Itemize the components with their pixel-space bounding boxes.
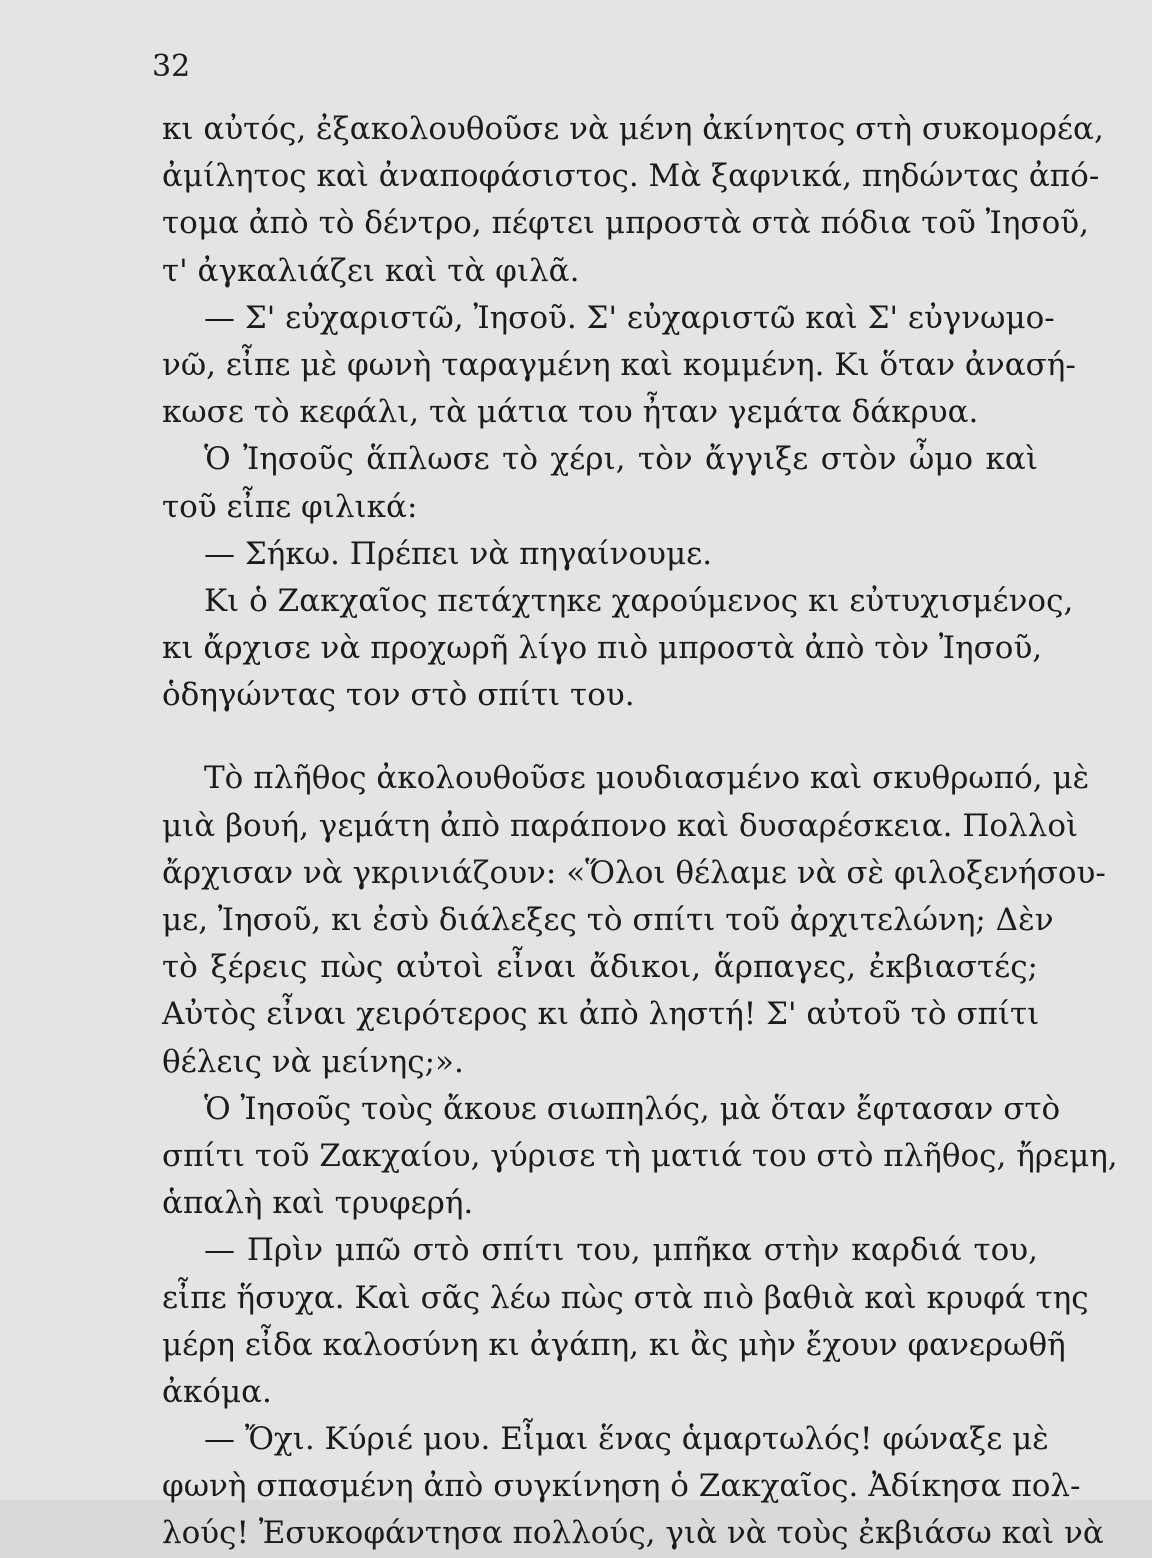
text-line: φωνὴ σπασμένη ἀπὸ συγκίνηση ὁ Ζακχαῖος. Ἀδίκησα πολ- — [162, 1468, 1081, 1505]
text-line: θέλεις νὰ μείνης;». — [162, 1043, 464, 1080]
text-line: κωσε τὸ κεφάλι, τὰ μάτια του ἦταν γεμάτα δάκρυα. — [162, 394, 979, 431]
text-line: Ὁ Ἰησοῦς τοὺς ἄκουε σιωπηλός, μὰ ὅταν ἔφτασαν στὸ — [204, 1090, 1061, 1127]
text-line: κι αὐτός, ἐξακολουθοῦσε νὰ μένη ἀκίνητος στὴ συκομορέα, — [162, 111, 1104, 147]
text-line: ὁδηγώντας τον στὸ σπίτι του. — [162, 677, 635, 714]
text-line: Αὐτὸς εἶναι χειρότερος κι ἀπὸ ληστή! Σ' αὐτοῦ τὸ σπίτι — [162, 996, 1040, 1033]
text-line: σπίτι τοῦ Ζακχαίου, γύρισε τὴ ματιά του στὸ πλῆθος, ἤρεμη, — [162, 1137, 1118, 1174]
text-line: Κι ὁ Ζακχαῖος πετάχτηκε χαρούμενος κι εὐτυχισμένος, — [204, 582, 1074, 619]
page-number: 32 — [152, 49, 191, 84]
text-line: Ὁ Ἰησοῦς ἅπλωσε τὸ χέρι, τὸν ἄγγιξε στὸν ὦμο καὶ — [204, 441, 1038, 478]
text-line: — Σήκω. Πρέπει νὰ πηγαίνουμε. — [204, 535, 713, 572]
text-line: κι ἄρχισε νὰ προχωρῆ λίγο πιὸ μπροστὰ ἀπὸ τὸν Ἰησοῦ, — [162, 630, 1043, 667]
text-line: Τὸ πλῆθος ἀκολουθοῦσε μουδιασμένο καὶ σκυθρωπό, μὲ — [204, 760, 1090, 797]
text-line: ἄρχισαν νὰ γκρινιάζουν: «Ὅλοι θέλαμε νὰ σὲ φιλοξενήσου- — [162, 854, 1106, 891]
text-line: — Ὄχι. Κύριέ μου. Εἶμαι ἕνας ἁμαρτωλός! φώναξε μὲ — [204, 1421, 1049, 1458]
text-line: μέρη εἶδα καλοσύνη κι ἀγάπη, κι ἂς μὴν ἔχουν φανερωθῆ — [162, 1326, 1066, 1363]
text-line: — Σ' εὐχαριστῶ, Ἰησοῦ. Σ' εὐχαριστῶ καὶ Σ' εὐγνωμο- — [204, 299, 1055, 336]
body-text — [162, 106, 1118, 1558]
text-line: με, Ἰησοῦ, κι ἐσὺ διάλεξες τὸ σπίτι τοῦ ἀρχιτελώνη; Δὲν — [162, 902, 1054, 938]
text-line: ἀκόμα. — [162, 1373, 272, 1410]
text-line: εἶπε ἥσυχα. Καὶ σᾶς λέω πὼς στὰ πιὸ βαθιὰ καὶ κρυφά της — [162, 1279, 1089, 1316]
text-line: μιὰ βουή, γεμάτη ἀπὸ παράπονο καὶ δυσαρέσκεια. Πολλοὶ — [162, 807, 1079, 844]
text-line: τομα ἀπὸ τὸ δέντρο, πέφτει μπροστὰ στὰ πόδια τοῦ Ἰησοῦ, — [162, 205, 1089, 242]
text-line: λούς! Ἐσυκοφάντησα πολλούς, γιὰ νὰ τοὺς ἐκβιάσω καὶ νὰ — [162, 1515, 1104, 1552]
text-line: — Πρὶν μπῶ στὸ σπίτι του, μπῆκα στὴν καρδιά του, — [204, 1232, 1038, 1269]
text-line: νῶ, εἶπε μὲ φωνὴ ταραγμένη καὶ κομμένη. Κι ὅταν ἀνασή- — [162, 346, 1076, 383]
text-line: ἁπαλὴ καὶ τρυφερή. — [162, 1185, 474, 1222]
text-line: τοῦ εἶπε φιλικά: — [162, 488, 418, 525]
text-line: τὸ ξέρεις πὼς αὐτοὶ εἶναι ἄδικοι, ἅρπαγες, ἐκβιαστές; — [162, 949, 1038, 986]
text-line: ἀμίλητος καὶ ἀναποφάσιστος. Μὰ ξαφνικά, πηδώντας ἀπό- — [162, 158, 1100, 195]
text-line: τ' ἀγκαλιάζει καὶ τὰ φιλᾶ. — [162, 252, 580, 289]
